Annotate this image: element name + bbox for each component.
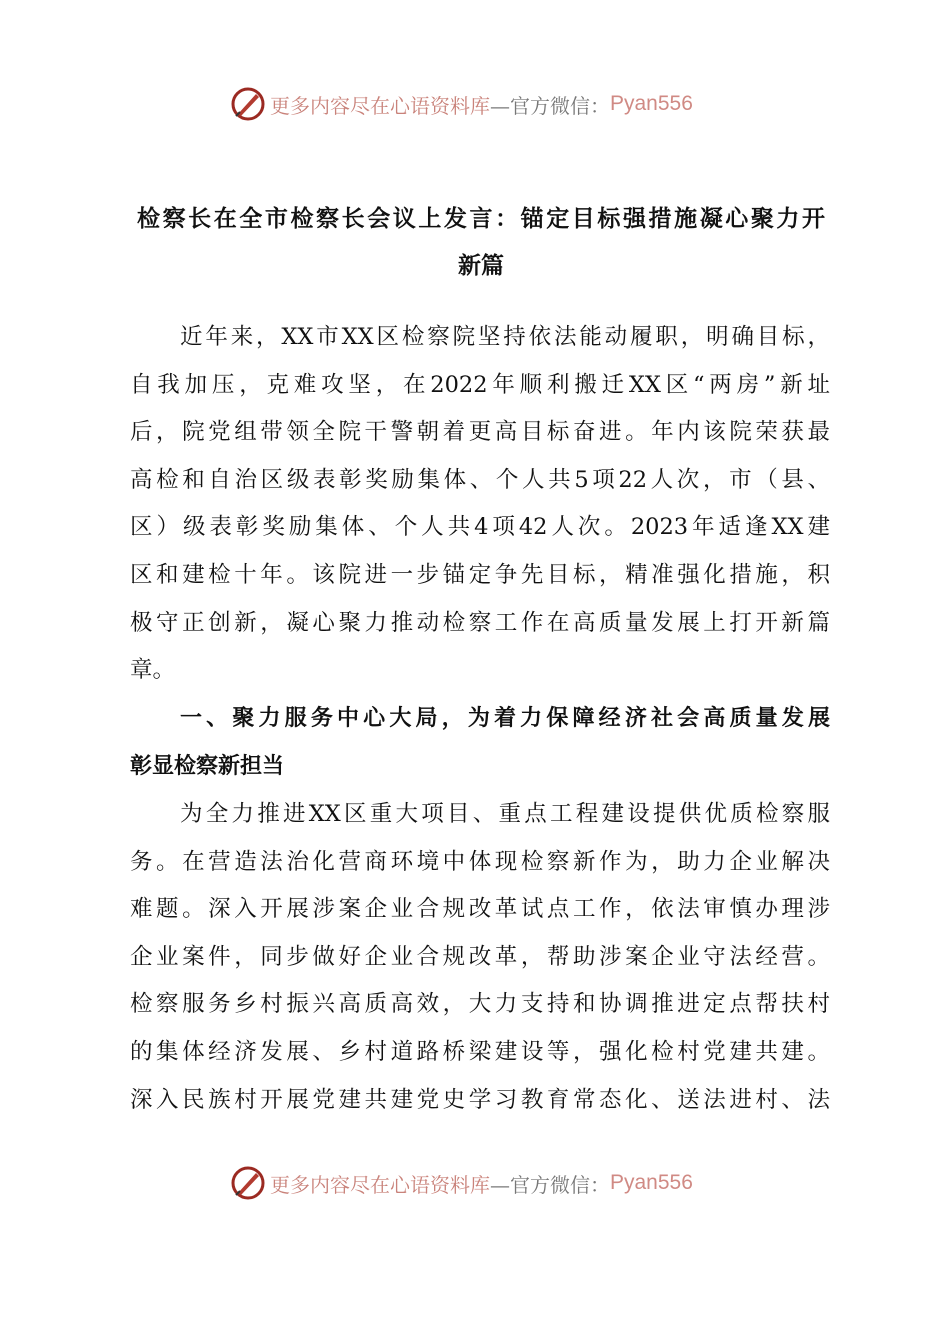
- text-line: 后，院党组带领全院干警朝着更高目标奋进。年内该院荣获最: [130, 419, 830, 446]
- intro-paragraph: [130, 314, 830, 695]
- text-line: 务。在营造法治化营商环境中体现检察新作为，助力企业解决: [130, 848, 830, 875]
- pen-logo-icon: [230, 86, 266, 122]
- document-title: [137, 195, 825, 289]
- text-line: 深入民族村开展党建共建党史学习教育常态化、送法进村、法: [130, 1086, 830, 1113]
- watermark-wechat-id: Pyan556: [610, 1171, 693, 1194]
- text-line: 高检和自治区级表彰奖励集体、个人共5项22人次，市（县、: [130, 466, 830, 493]
- text-line: 章。: [130, 657, 176, 684]
- text-line: 区）级表彰奖励集体、个人共4项42人次。2023年适逢XX建: [130, 514, 830, 541]
- section-1-heading: [130, 695, 830, 790]
- text-line: 企业案件，同步做好企业合规改革，帮助涉案企业守法经营。: [130, 943, 830, 970]
- text-line: 自我加压，克难攻坚，在2022年顺利搬迁XX区“两房”新址: [130, 371, 830, 398]
- text-line: 难题。深入开展涉案企业合规改革试点工作，依法审慎办理涉: [130, 896, 830, 923]
- watermark-wechat-id: Pyan556: [610, 92, 693, 115]
- text-line: 的集体经济发展、乡村道路桥梁建设等，强化检村党建共建。: [130, 1038, 830, 1065]
- watermark-header: [230, 84, 720, 124]
- watermark-wechat-label: —官方微信：: [490, 1172, 610, 1197]
- watermark-footer: [230, 1163, 720, 1203]
- section-1-paragraph: [130, 791, 830, 1124]
- title-line-2: 新篇: [458, 252, 504, 279]
- text-line: 极守正创新，凝心聚力推动检察工作在高质量发展上打开新篇: [130, 609, 830, 636]
- heading-line: 一、聚力服务中心大局，为着力保障经济社会高质量发展: [180, 706, 830, 731]
- text-line: 近年来，XX市XX区检察院坚持依法能动履职，明确目标，: [180, 324, 830, 350]
- title-line-1: 检察长在全市检察长会议上发言：锚定目标强措施凝心聚力开: [137, 205, 825, 232]
- text-line: 检察服务乡村振兴高质高效，大力支持和协调推进定点帮扶村: [130, 991, 830, 1018]
- watermark-text: 更多内容尽在心语资料库: [270, 1172, 490, 1197]
- text-line: 区和建检十年。该院进一步锚定争先目标，精准强化措施，积: [130, 561, 830, 588]
- watermark-text: 更多内容尽在心语资料库: [270, 93, 490, 118]
- text-line: 为全力推进XX区重大项目、重点工程建设提供优质检察服: [180, 801, 830, 827]
- watermark-wechat-label: —官方微信：: [490, 93, 610, 118]
- heading-line: 彰显检察新担当: [130, 753, 285, 779]
- pen-logo-icon: [230, 1165, 266, 1201]
